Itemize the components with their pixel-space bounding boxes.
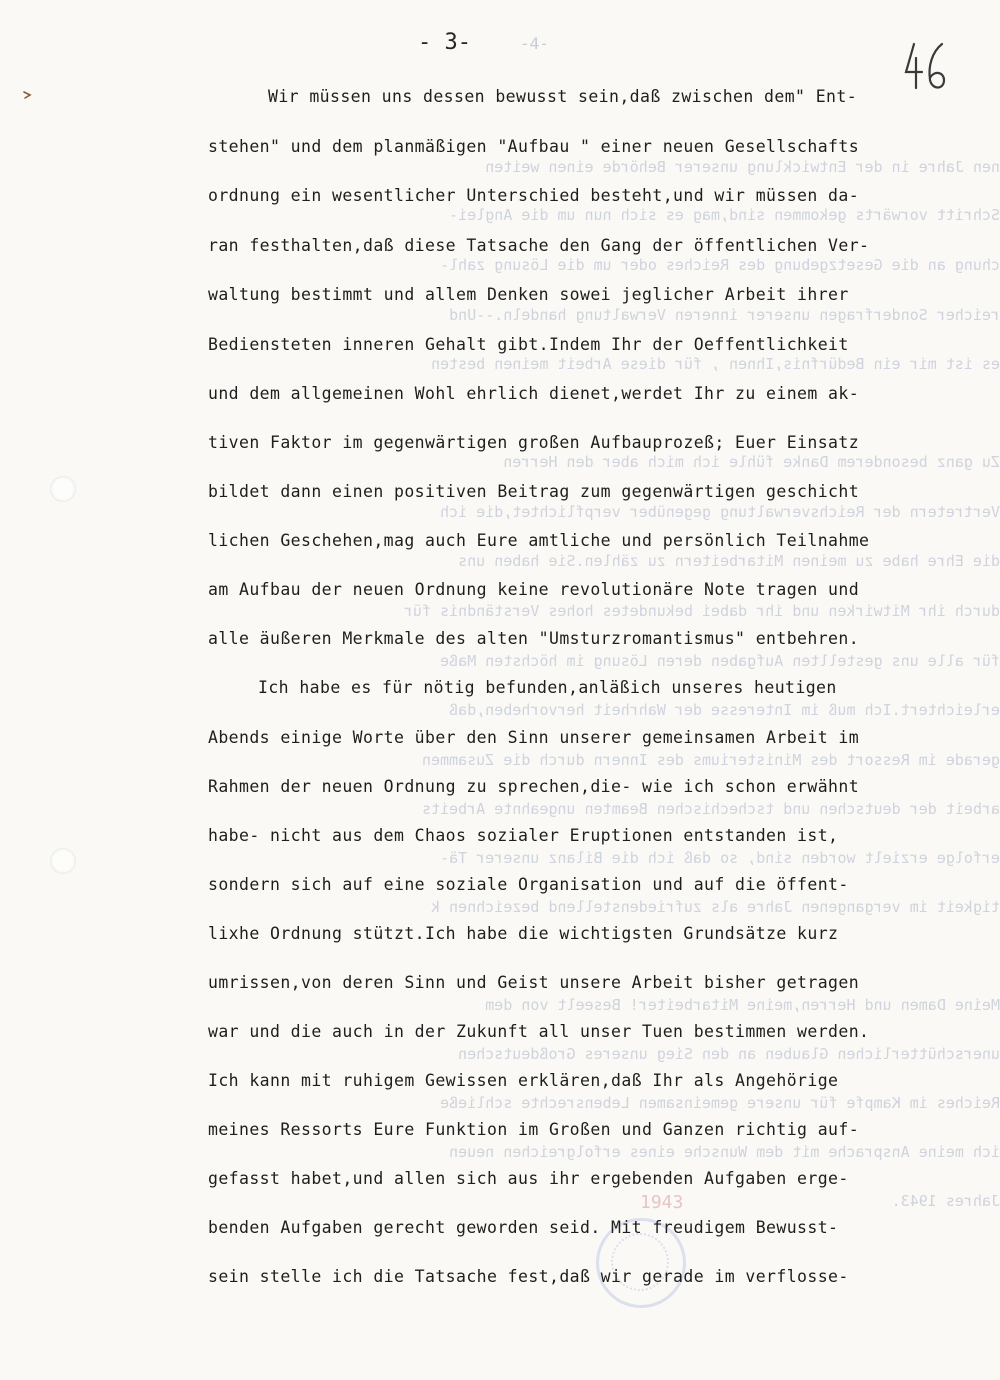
page-number: - 3- (418, 30, 471, 55)
text-line: am Aufbau der neuen Ordnung keine revolutionäre Note tragen und (208, 580, 860, 599)
text-line: und dem allgemeinen Wohl ehrlich dienet,werdet Ihr zu einem ak- (208, 384, 860, 403)
bleed-through-line: erfolge erzielt worden sind, so daß ich die Bilanz unserer Tä- (440, 849, 1000, 867)
text-line: lichen Geschehen,mag auch Eure amtliche und persönlich Teilnahme (208, 531, 870, 550)
handwritten-folio-number (900, 38, 948, 94)
bleed-through-line: es ist mir ein Bedürfnis,Ihnen , für diese Arbeit meinen besten (431, 355, 1000, 373)
bleed-through-line: Jahres 1943. (891, 1192, 1000, 1210)
text-line: Wir müssen uns dessen bewusst sein,daß zwischen dem" Ent- (268, 87, 858, 106)
bleed-through-line: ich meine Ansprache mit dem Wunsche eines erfolgreichen neuen (449, 1143, 1000, 1161)
text-line: sein stelle ich die Tatsache fest,daß wir gerade im verflosse- (208, 1267, 849, 1286)
margin-tick-mark (22, 90, 32, 100)
text-line: benden Aufgaben gerecht geworden seid. Mit freudigem Bewusst- (208, 1218, 839, 1237)
faint-red-mark: 1943 (640, 1192, 684, 1213)
text-line: tiven Faktor im gegenwärtigen großen Aufbauprozeß; Euer Einsatz (208, 433, 860, 452)
text-line: Ich kann mit ruhigem Gewissen erklären,daß Ihr als Angehörige (208, 1071, 839, 1090)
text-line: habe- nicht aus dem Chaos sozialer Eruptionen entstanden ist, (208, 826, 839, 845)
text-line: stehen" und dem planmäßigen "Aufbau " einer neuen Gesellschafts (208, 137, 860, 156)
bleed-through-line: erleichtert.Ich muß im Interesse der Wahrheit hervorheben,daß (449, 701, 1000, 719)
bleed-through-line: Schritt vorwärts gekommen sind,mag es sich nun um die Anglei- (449, 206, 1000, 224)
bleed-through-line: chung an die Gesetzgebung des Reiches oder um die Lösung zahl- (440, 256, 1000, 274)
punch-hole (50, 848, 76, 874)
text-line: alle äußeren Merkmale des alten "Umsturzromantismus" entbehren. (208, 629, 860, 648)
punch-hole (50, 476, 76, 502)
bleed-through-line: Zu ganz besonderem Danke fühle ich mich aber den Herren (503, 453, 1000, 471)
text-line: ordnung ein wesentlicher Unterschied besteht,und wir müssen da- (208, 186, 860, 205)
text-line: Abends einige Worte über den Sinn unserer gemeinsamen Arbeit im (208, 728, 860, 747)
text-line: ran festhalten,daß diese Tatsache den Gang der öffentlichen Ver- (208, 236, 870, 255)
bleed-through-line: Vertretern der Reichsverwaltung gegenüber verpflichtet,die ich (440, 503, 1000, 521)
text-line: Rahmen der neuen Ordnung zu sprechen,die- wie ich schon erwähnt (208, 777, 860, 796)
text-line: gefasst habet,und allen sich aus ihr ergebenden Aufgaben erge- (208, 1169, 849, 1188)
text-line: sondern sich auf eine soziale Organisation und auf die öffent- (208, 875, 849, 894)
bleed-through-line: für alle uns gestellten Aufgaben deren Lösung im höchsten Maße (440, 652, 1000, 670)
text-line: war und die auch in der Zukunft all unser Tuen bestimmen werden. (208, 1022, 870, 1041)
text-line: lixhe Ordnung stützt.Ich habe die wichtigsten Grundsätze kurz (208, 924, 839, 943)
text-line: Bediensteten inneren Gehalt gibt.Indem Ihr der Oeffentlichkeit (208, 335, 849, 354)
faint-page-mark: -4- (520, 34, 549, 53)
text-line: meines Ressorts Eure Funktion im Großen und Ganzen richtig auf- (208, 1120, 860, 1139)
text-line: Ich habe es für nötig befunden,anläßich unseres heutigen (258, 678, 837, 697)
bleed-through-line: Reiches im Kampfe für unsere gemeinsamen Lebensrechte schließe (440, 1094, 1000, 1112)
bleed-through-line: Meine Damen und Herren,meine Mitarbeiter! Beseelt von dem (485, 996, 1000, 1014)
bleed-through-line: nen Jahre in der Entwicklung unserer Behörde einen weiten (485, 158, 1000, 176)
bleed-through-line: unerschütterlichen Glauben an den Sieg unseres Großdeutschen (458, 1045, 1000, 1063)
text-line: waltung bestimmt und allem Denken sowei jeglicher Arbeit ihrer (208, 285, 849, 304)
text-line: umrissen,von deren Sinn und Geist unsere Arbeit bisher getragen (208, 973, 860, 992)
bleed-through-line: reicher Sonderfragen unserer inneren Verwaltung handeln.--Und (449, 306, 1000, 324)
text-line: bildet dann einen positiven Beitrag zum gegenwärtigen geschicht (208, 482, 860, 501)
bleed-through-line: durch ihr Mitwirken und ihr dabei bekundetes hohes Verständnis für (403, 602, 1000, 620)
bleed-through-line: arbeit der deutschen und tschechischen Beamten ungeahnte Arbeits (422, 800, 1000, 818)
bleed-through-line: die Ehre habe zu meinen Mitarbeitern zu zählen.Sie haben uns (458, 552, 1000, 570)
bleed-through-line: gerade im Ressort des Ministeriums des Innern durch die Zusammen (422, 751, 1000, 769)
bleed-through-line: tigkeit im vergangenen Jahre als zufriedenstellend bezeichnen k (431, 898, 1000, 916)
